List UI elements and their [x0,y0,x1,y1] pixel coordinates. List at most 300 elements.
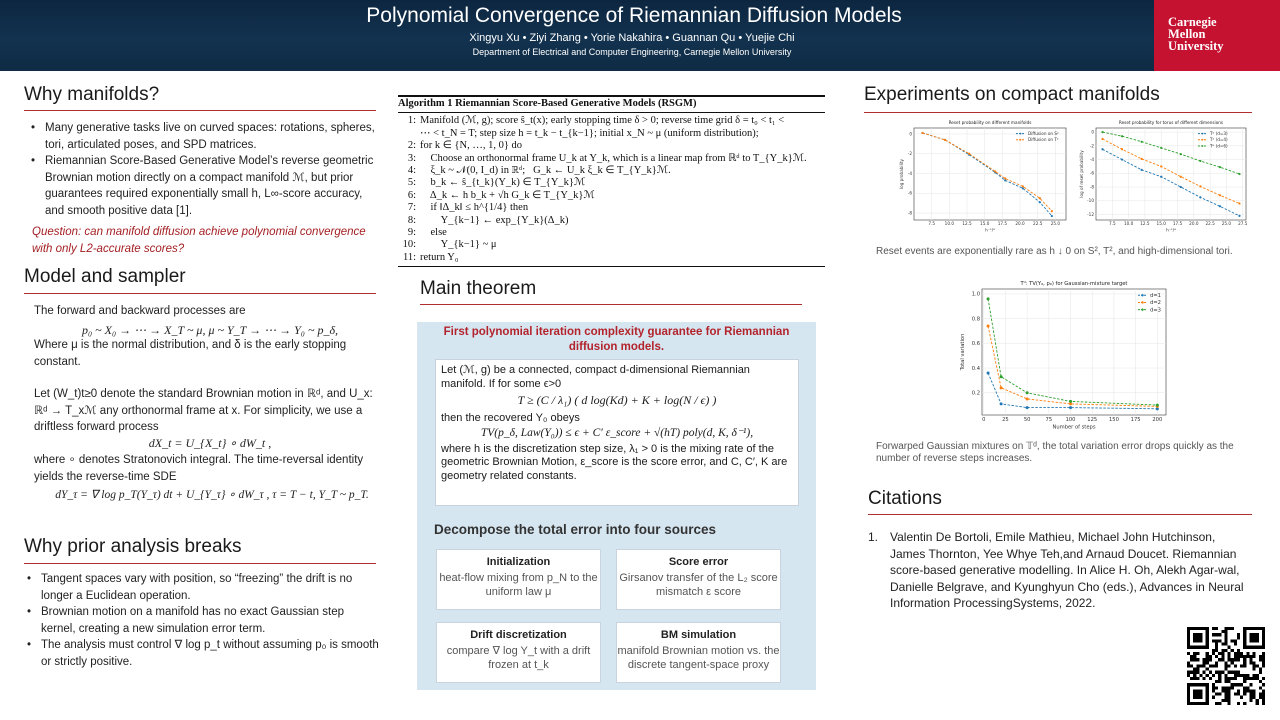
cmu-logo [1154,0,1280,71]
forward-sde: dX_t = U_{X_t} ∘ dW_t , [148,436,272,450]
data-point [1160,147,1162,149]
qr-module [1224,649,1227,652]
qr-module [1212,686,1215,689]
qr-module [1224,636,1227,639]
qr-module [1231,658,1234,661]
y-tick-label: -6 [1089,170,1094,176]
algorithm-bottom-rule [398,266,825,267]
error-card-bm-simulation [616,622,781,683]
qr-module [1228,655,1231,658]
y-axis-label: log probability [899,158,904,190]
qr-module [1253,652,1256,655]
logo-line: Carnegie [1168,15,1217,29]
x-tick-label: 22.5 [1205,221,1215,227]
qr-module [1206,652,1209,655]
x-tick-label: 125 [1087,417,1098,424]
qr-module [1243,689,1246,692]
qr-module [1221,652,1224,655]
qr-module [1249,655,1252,658]
card-text: Girsanov transfer of the L₂ score mismatch ε score [619,572,778,598]
line-text: Y_{k−1} ~ μ [420,239,497,251]
qr-module [1215,639,1218,642]
qr-module [1234,677,1237,680]
qr-module [1262,702,1265,705]
qr-module [1246,677,1249,680]
qr-module [1212,664,1215,667]
experiments-caption-1: Reset events are exponentially rare as h ↓ 0 on S², T², and high-dimensional tori. [876,246,1233,257]
qr-module [1212,689,1215,692]
qr-module [1224,639,1227,642]
data-point [1141,158,1143,160]
qr-module [1187,664,1190,667]
qr-module [1209,655,1212,658]
x-tick-label: 100 [1065,417,1076,424]
logo-line: University [1168,39,1224,53]
qr-module [1246,689,1249,692]
qr-module [1221,689,1224,692]
qr-module [1206,668,1209,671]
data-point [1180,186,1182,188]
algorithm-line [398,252,825,264]
qr-module [1212,649,1215,652]
citation-number: 1. [868,530,879,544]
qr-module [1224,643,1227,646]
qr-module [1224,630,1227,633]
experiments-caption-2: Forwarped Gaussian mixtures on 𝕋ᵈ, the total variation error drops quickly as the number of reverse steps increases. [876,441,1234,464]
y-tick-label: -6 [907,190,912,196]
legend-marker [1202,145,1204,147]
prior-list [24,571,379,670]
research-question: Question: can manifold diffusion achieve polynomial convergence with only L2-accurate scores? [32,226,366,255]
qr-module [1212,683,1215,686]
qr-module [1253,661,1256,664]
qr-module [1193,658,1196,661]
qr-module [1253,655,1256,658]
qr-module [1237,683,1240,686]
card-title: Initialization [486,556,551,568]
algorithm-line [398,215,825,227]
data-point [1069,400,1072,403]
x-tick-label: 0 [982,417,986,424]
qr-module [1237,674,1240,677]
qr-module [1228,652,1231,655]
qr-module [1224,696,1227,699]
data-point [1180,176,1182,178]
qr-module [1259,658,1262,661]
qr-module [1253,693,1256,696]
algorithm-line [398,202,825,214]
department: Department of Electrical and Computer Engineering, Carnegie Mellon University [472,47,792,57]
card-title: Drift discretization [470,629,567,641]
data-point [1238,202,1240,204]
qr-module [1215,671,1218,674]
qr-module [1240,683,1243,686]
line-text: b_k ← ŝ_{t_k}(Y_k) ∈ T_{Y_k}ℳ [420,177,586,189]
qr-module [1240,655,1243,658]
qr-module [1224,633,1227,636]
qr-module [1246,655,1249,658]
prior-title: Why prior analysis breaks [24,536,242,557]
y-axis-label: Total variation [960,333,966,371]
x-axis-label: h⁻¹/⁴ [1166,227,1176,233]
x-tick-label: 7.5 [1108,221,1116,227]
theorem-text-1: Let (ℳ, g) be a connected, compact d-dimensional Riemannian manifold. If for some ϵ>0 [441,364,750,390]
qr-module [1215,643,1218,646]
qr-module [1256,674,1259,677]
qr-module [1218,671,1221,674]
qr-module [1237,652,1240,655]
qr-module [1190,677,1193,680]
main-theorem-title: Main theorem [420,278,537,299]
qr-module [1262,664,1265,667]
data-point [987,325,990,328]
algorithm-mid-rule [398,112,825,113]
data-point [1022,187,1024,189]
qr-module [1243,702,1246,705]
qr-module [1253,677,1256,680]
data-point [1219,205,1221,207]
theorem-bound-T: T ≥ (C / λ₁) ( d log(Kd) + K + log(N / ϵ) ) [517,393,717,407]
reverse-sde: dY_τ = ∇ log p_T(Y_τ) dt + U_{Y_τ} ∘ dW_τ , τ = T − t, Y_T ~ p_T. [55,489,369,501]
qr-module [1215,646,1218,649]
line-number: 4: [407,165,416,177]
qr-module [1199,674,1202,677]
qr-module [1228,689,1231,692]
section-rule [24,293,376,294]
qr-module [1196,652,1199,655]
error-card-drift [436,622,601,683]
qr-module [1193,677,1196,680]
section-rule [864,112,1252,113]
qr-module [1224,627,1227,630]
figure-reset-torus [1078,118,1252,238]
data-point [921,132,923,134]
legend-label: d=2 [1150,300,1161,307]
theorem-tv-bound: TV(p_δ, Law(Y₀)) ≤ ϵ + C′ ε_score + √(hT) poly(d, K, δ⁻¹), [480,427,754,439]
qr-module [1234,639,1237,642]
qr-module [1256,664,1259,667]
qr-module [1253,696,1256,699]
qr-module [1240,664,1243,667]
card-title: Score error [668,556,729,568]
qr-module [1237,689,1240,692]
qr-module [1215,655,1218,658]
qr-module [1190,664,1193,667]
legend-label: Diffusion on T² [1028,137,1059,143]
data-point [1219,194,1221,196]
qr-module [1209,677,1212,680]
qr-module [1262,693,1265,696]
legend-label: Tᵈ (d=3) [1210,131,1228,136]
qr-module [1206,674,1209,677]
qr-module [1193,652,1196,655]
qr-module [1231,649,1234,652]
qr-module [1240,674,1243,677]
qr-module [1203,677,1206,680]
qr-module [1249,693,1252,696]
legend-label: d=3 [1150,307,1161,314]
qr-module [1221,655,1224,658]
card-text: heat-flow mixing from p_N to the uniform law μ [439,572,598,598]
qr-module [1196,671,1199,674]
qr-module [1228,664,1231,667]
legend-label: d=1 [1150,293,1161,299]
line-number: 6: [407,189,416,201]
y-tick-label: -2 [907,151,912,157]
qr-module [1187,652,1190,655]
legend-marker [1141,301,1143,303]
qr-module [1218,680,1221,683]
x-tick-label: 12.5 [1140,221,1150,227]
qr-module [1234,652,1237,655]
qr-code[interactable] [1187,627,1265,705]
list-item: • Brownian motion on a manifold has no exact Gaussian step kernel, creating a new simulation error term. [24,604,379,637]
data-point [1026,397,1029,400]
qr-module [1215,664,1218,667]
qr-module [1224,699,1227,702]
qr-module [1231,661,1234,664]
data-point [1121,158,1123,160]
line-text: Δ_k ← h b_k + √h G_k ∈ T_{Y_k}ℳ [420,189,595,201]
list-item: • The analysis must control ∇ log p_t without assuming p₀ is smooth or strictly positive. [24,637,379,670]
qr-module [1209,658,1212,661]
line-number: 10: [402,239,416,251]
x-tick-label: 17.5 [997,221,1008,227]
qr-module [1228,677,1231,680]
qr-module [1215,702,1218,705]
line-number: 8: [407,214,416,226]
x-tick-label: 175 [1130,417,1141,424]
qr-module [1193,668,1196,671]
error-card-initialization [436,549,601,610]
y-tick-label: -10 [1087,198,1094,204]
model-text-2: Where μ is the normal distribution, and δ is the early stopping constant. [34,339,347,368]
x-tick-label: 25 [1002,417,1009,424]
data-point [1101,131,1103,133]
qr-module [1215,686,1218,689]
qr-module [1228,686,1231,689]
qr-module [1224,686,1227,689]
x-axis-label: h⁻¹/⁴ [985,227,995,233]
line-number: 7: [407,202,416,214]
qr-module [1212,696,1215,699]
qr-module [1262,689,1265,692]
qr-module [1262,677,1265,680]
data-point [987,372,990,375]
qr-finder [1193,633,1202,642]
data-point [1180,153,1182,155]
figure-reset-manifolds [898,118,1072,238]
data-point [1039,201,1041,203]
qr-module [1262,661,1265,664]
data-point [1026,391,1029,394]
y-tick-label: -8 [1089,184,1094,190]
qr-module [1218,658,1221,661]
data-point [1101,138,1103,140]
data-point [1160,176,1162,178]
algorithm-line [398,128,825,140]
data-point [1121,135,1123,137]
qr-module [1249,689,1252,692]
qr-module [1246,652,1249,655]
qr-module [1218,693,1221,696]
data-point [1051,215,1053,217]
qr-module [1234,674,1237,677]
data-point [944,139,946,141]
card-text: compare ∇ log Y_t with a drift frozen at t_k [446,645,591,671]
author-list: Xingyu Xu • Ziyi Zhang • Yorie Nakahira • Guannan Qu • Yuejie Chi [469,32,795,44]
qr-module [1246,674,1249,677]
qr-module [1231,686,1234,689]
qr-module [1234,655,1237,658]
data-point [987,297,990,300]
qr-module [1240,652,1243,655]
y-tick-label: -4 [907,170,912,176]
section-rule [24,110,376,111]
qr-module [1237,702,1240,705]
line-text: Choose an orthonormal frame U_k at Y_k, which is a linear map from ℝᵈ to T_{Y_k}ℳ. [420,152,807,164]
qr-module [1209,671,1212,674]
qr-module [1212,627,1215,630]
data-point [1219,166,1221,168]
logo-line: Mellon [1168,27,1206,41]
qr-module [1256,699,1259,702]
list-item: • Many generative tasks live on curved spaces: rotations, spheres, tori, articulated poses, and SPD matrices. [28,120,378,153]
line-text: Manifold (ℳ, g); score ŝ_t(x); early stopping time δ > 0; reverse time grid δ = t₀ < t₁ < [420,115,785,127]
qr-module [1246,686,1249,689]
qr-module [1187,674,1190,677]
qr-module [1231,683,1234,686]
algorithm-line [398,239,825,251]
qr-module [1249,661,1252,664]
qr-module [1259,655,1262,658]
qr-module [1224,689,1227,692]
x-tick-label: 25.0 [1050,221,1061,227]
x-tick-label: 20.0 [1015,221,1025,227]
qr-finder [1193,689,1202,698]
poster-header [0,0,1280,71]
qr-module [1243,658,1246,661]
qr-module [1187,661,1190,664]
qr-module [1253,689,1256,692]
legend-marker [1020,133,1022,135]
x-tick-label: 17.5 [1172,221,1183,227]
line-number: 2: [407,140,416,152]
line-text: ⋯ < t_N = T; step size h = t_k − t_{k−1}; initial x_N ~ μ (uniform distribution); [420,127,759,139]
figure-tv-gaussian-mixture [954,277,1174,435]
y-tick-label: 0 [1091,129,1094,135]
model-text-4: where ∘ denotes Stratonovich integral. The time-reversal identity yields the reverse-time SDE [34,454,364,483]
qr-module [1253,664,1256,667]
legend-marker [1141,308,1143,310]
decompose-title: Decompose the total error into four sources [434,522,717,537]
qr-module [1212,633,1215,636]
qr-module [1215,633,1218,636]
x-tick-label: 27.5 [1238,221,1248,227]
y-tick-label: -4 [1089,156,1094,162]
qr-module [1221,630,1224,633]
qr-module [1234,664,1237,667]
y-tick-label: -2 [1089,143,1094,149]
qr-module [1206,658,1209,661]
qr-module [1203,671,1206,674]
y-tick-label: 0.4 [971,365,980,372]
algorithm-title: Algorithm 1 Riemannian Score-Based Generative Models (RSGM) [398,98,697,109]
algorithm-box [398,95,825,269]
qr-module [1256,702,1259,705]
line-text: else [420,227,447,239]
qr-module [1203,658,1206,661]
theorem-text-2: then the recovered Y₀ obeys [441,411,580,424]
legend-marker [1202,133,1204,135]
plot-frame [982,289,1166,415]
qr-module [1212,674,1215,677]
x-tick-label: 22.5 [1033,221,1043,227]
qr-module [1203,664,1206,667]
data-point [1069,406,1072,409]
x-tick-label: 10.0 [1123,221,1134,227]
y-tick-label: 1.0 [971,291,980,298]
line-text: if ‖Δ_k‖ ≤ h^{1/4} then [420,202,529,214]
chart-title: Tᵈ: TV(Y₀, p₀) for Gaussian-mixture target [1020,281,1128,287]
legend-marker [1141,294,1143,296]
qr-module [1234,643,1237,646]
data-point [1004,177,1006,179]
model-text-1: The forward and backward processes are [34,305,246,317]
algorithm-line [398,115,825,127]
x-tick-label: 150 [1108,417,1119,424]
qr-module [1193,655,1196,658]
section-rule [868,514,1252,515]
data-point [1051,210,1053,212]
qr-module [1193,674,1196,677]
y-tick-label: -12 [1087,211,1094,217]
qr-module [1206,661,1209,664]
citation-item [868,529,1248,612]
qr-module [1196,677,1199,680]
qr-module [1228,671,1231,674]
qr-module [1215,661,1218,664]
line-number: 1: [407,115,416,127]
qr-module [1231,639,1234,642]
algorithm-line [398,177,825,189]
qr-module [1237,633,1240,636]
data-point [1156,404,1159,407]
qr-module [1259,668,1262,671]
data-point [1121,148,1123,150]
qr-module [1190,658,1193,661]
data-point [1004,179,1006,181]
process-equation: p₀ ~ X₀ → ⋯ → X_T ~ μ, μ ~ Y_T → ⋯ → Y₀ ~ p_δ, [81,323,339,337]
y-tick-label: 0.6 [971,341,980,348]
x-tick-label: 20.0 [1189,221,1199,227]
qr-module [1221,671,1224,674]
qr-module [1231,671,1234,674]
qr-module [1218,674,1221,677]
section-rule [24,563,376,564]
qr-module [1221,699,1224,702]
qr-module [1224,661,1227,664]
card-title: BM simulation [660,629,737,641]
line-number: 9: [407,227,416,239]
data-point [1160,165,1162,167]
data-point [968,153,970,155]
qr-module [1259,686,1262,689]
qr-module [1215,627,1218,630]
line-number: 3: [407,152,416,164]
x-tick-label: 10.0 [944,221,955,227]
qr-module [1228,680,1231,683]
